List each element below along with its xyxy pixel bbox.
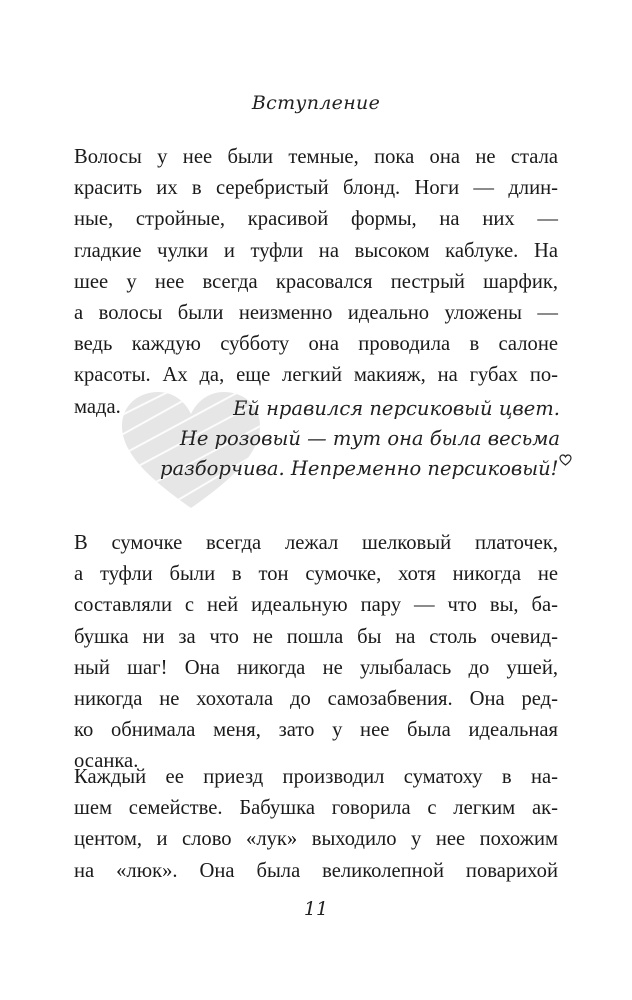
paragraph-2 <box>74 528 558 778</box>
quote-line: Ей нравился персиковый цвет. <box>233 397 560 420</box>
text-line: шее у нее всегда красовался пестрый шарфик, <box>74 270 558 293</box>
text-line: составляли с ней идеальную пару — что вы, ба- <box>74 594 558 617</box>
text-line: ный шаг! Она никогда не улыбалась до ушей, <box>74 656 558 679</box>
text-line: осанка. <box>74 750 139 773</box>
text-line: бушка ни за что не пошла бы на столь очевид- <box>74 625 558 648</box>
text-line: Каждый ее приезд производил суматоху в на- <box>74 766 558 788</box>
text-line: ные, стройные, красивой формы, на них — <box>74 208 558 231</box>
text-line: красоты. Ах да, еще легкий макияж, на губах по- <box>74 364 558 387</box>
text-line: Волосы у нее были темные, пока она не стала <box>74 146 558 168</box>
quote-line <box>160 454 560 484</box>
text-line: красить их в серебристый блонд. Ноги — длин- <box>74 177 558 200</box>
text-line: гладкие чулки и туфли на высоком каблуке. На <box>74 239 558 262</box>
quote-line: Не розовый — тут она была весьма <box>179 427 560 450</box>
text-line: а туфли были в тон сумочке, хотя никогда не <box>74 563 558 586</box>
text-line: а волосы были неизменно идеально уложены — <box>74 302 558 325</box>
text-line: никогда не хохотала до самозабвения. Она ред- <box>74 688 558 711</box>
text-line: ко обнимала меня, зато у нее была идеальная <box>74 719 558 742</box>
chapter-title: Вступление <box>251 92 381 114</box>
small-heart-icon <box>559 454 572 466</box>
text-line: центом, и слово «лук» выходило у нее похожим <box>74 828 558 851</box>
page-number: 11 <box>303 898 329 920</box>
quote-line-text: разборчива. Непременно персиковый! <box>160 457 559 480</box>
pull-quote <box>110 378 560 518</box>
text-line: шем семействе. Бабушка говорила с легким ак- <box>74 797 558 820</box>
quote-text <box>160 394 560 484</box>
text-line: на «люк». Она была великолепной поварихой <box>74 859 558 882</box>
paragraph-3 <box>74 762 558 887</box>
text-line: мада. <box>74 395 121 418</box>
text-line: ведь каждую субботу она проводила в салоне <box>74 333 558 356</box>
text-line: В сумочке всегда лежал шелковый платочек, <box>74 532 558 554</box>
